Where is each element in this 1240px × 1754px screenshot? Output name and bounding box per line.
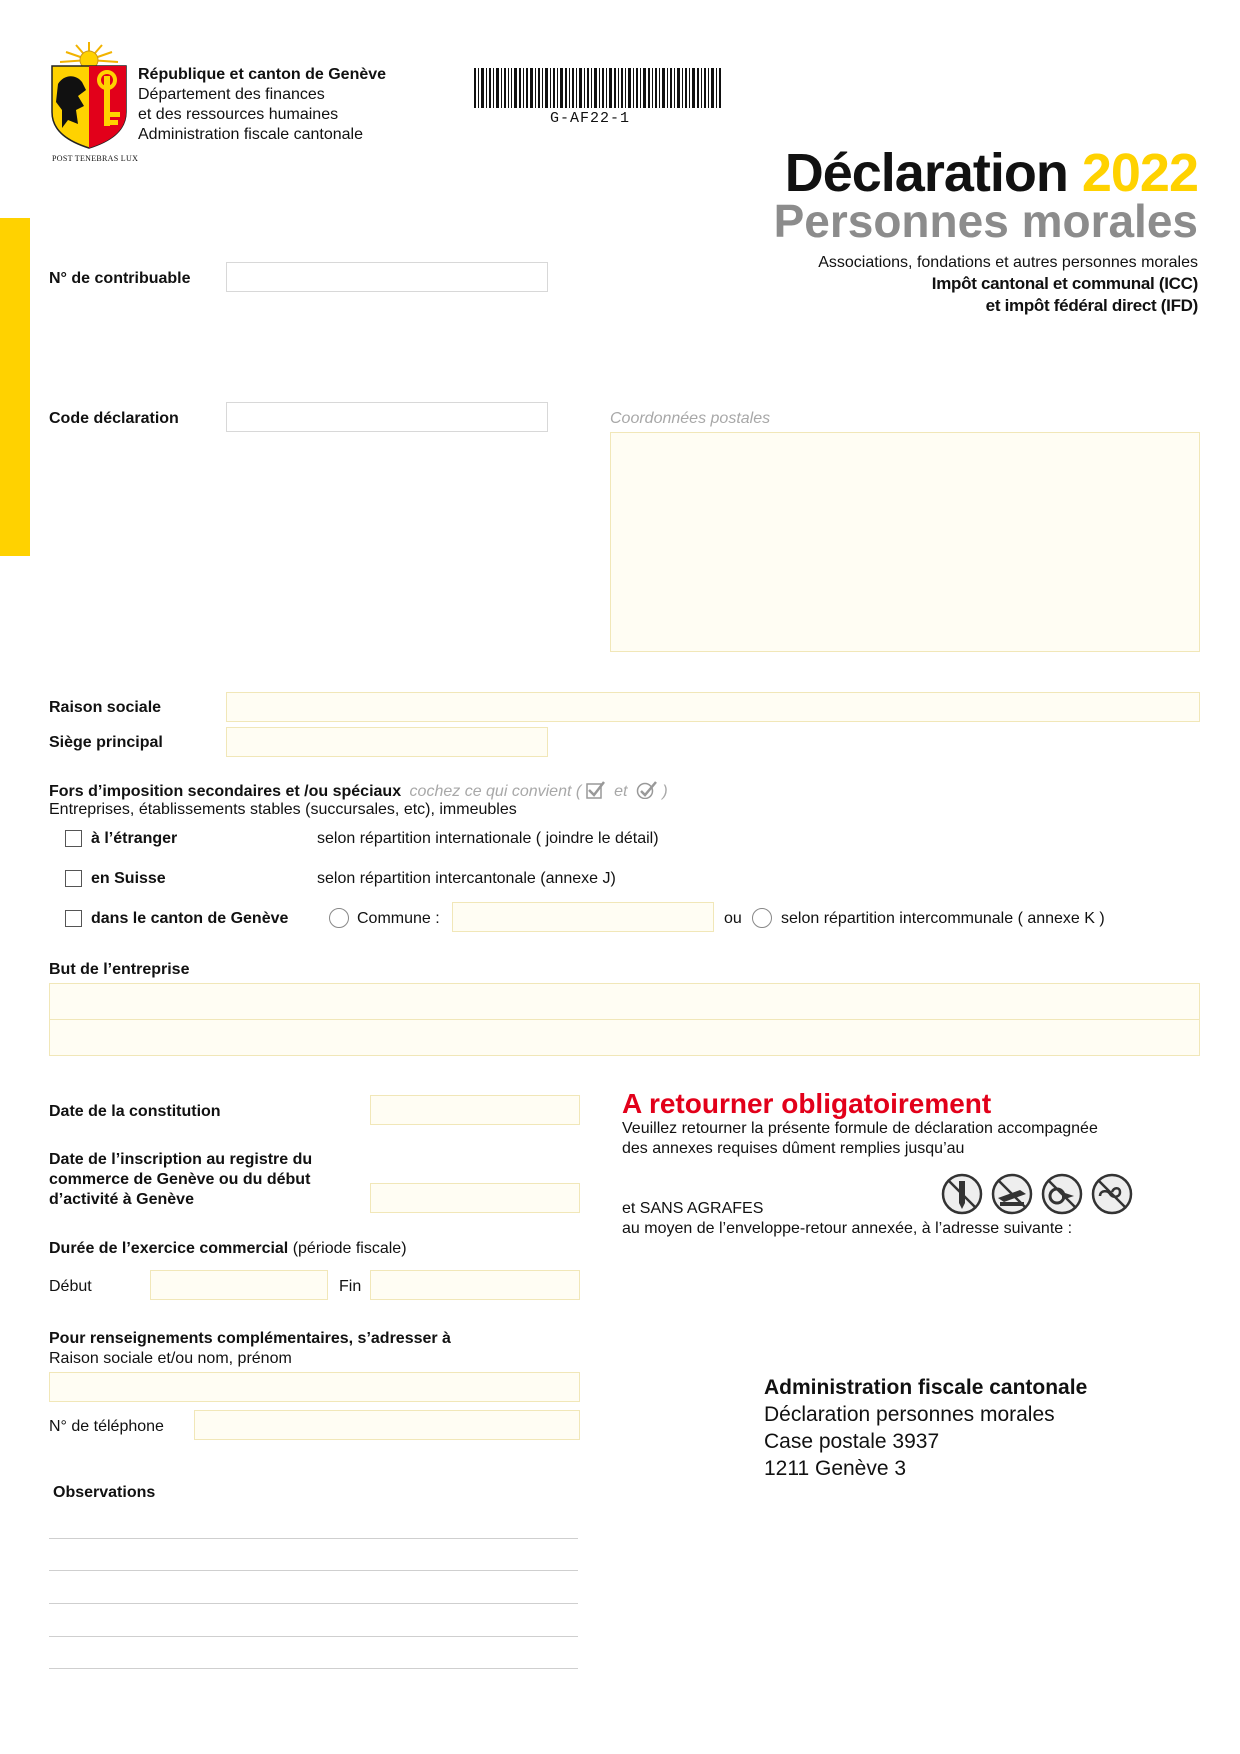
title-description: Associations, fondations et autres personnes morales	[818, 254, 1198, 271]
fors-hint-end: )	[662, 783, 668, 800]
page-subtitle: Personnes morales	[773, 195, 1198, 247]
title-year: 2022	[1081, 143, 1198, 203]
contact-title: Pour renseignements complémentaires, s’adresser à	[49, 1330, 451, 1347]
contact-subtitle: Raison sociale et/ou nom, prénom	[49, 1350, 292, 1367]
etranger-label: à l’étranger	[91, 830, 178, 847]
contribuable-field[interactable]	[226, 262, 548, 292]
return-line3: au moyen de l’enveloppe-retour annexée, à l’adresse suivante :	[622, 1220, 1073, 1237]
suisse-label: en Suisse	[91, 870, 166, 887]
intercommunale-radio[interactable]	[752, 908, 772, 928]
return-agrafes: et SANS AGRAFES	[622, 1200, 764, 1217]
etranger-desc: selon répartition internationale ( joindre le détail)	[317, 830, 659, 847]
address-line1: Administration fiscale cantonale	[764, 1376, 1088, 1399]
suisse-checkbox[interactable]	[65, 870, 82, 887]
inscription-label-3: d’activité à Genève	[49, 1191, 194, 1208]
address-line4: 1211 Genève 3	[764, 1457, 907, 1480]
checked-box-icon	[586, 781, 606, 804]
commune-radio[interactable]	[329, 908, 349, 928]
exercice-label-bold: Durée de l’exercice commercial	[49, 1240, 289, 1257]
no-stapler-icon	[990, 1172, 1034, 1221]
fors-hint-mid: et	[614, 783, 628, 800]
no-pin-icon	[940, 1172, 984, 1221]
barcode-text: G-AF22-1	[550, 110, 631, 127]
etranger-checkbox[interactable]	[65, 830, 82, 847]
or-text: ou	[724, 910, 742, 927]
title-word: Déclaration	[784, 143, 1068, 203]
constitution-label: Date de la constitution	[49, 1103, 221, 1120]
code-field[interactable]	[226, 402, 548, 432]
geneve-checkbox[interactable]	[65, 910, 82, 927]
org-name: République et canton de Genève	[138, 66, 387, 83]
observation-line[interactable]	[49, 1570, 578, 1571]
phone-field[interactable]	[194, 1410, 580, 1440]
coat-of-arms-logo	[48, 40, 130, 160]
tax-line-ifd: et impôt fédéral direct (IFD)	[985, 296, 1198, 315]
postal-address-field[interactable]	[610, 432, 1200, 652]
address-line3: Case postale 3937	[764, 1430, 940, 1453]
return-line1: Veuillez retourner la présente formule de déclaration accompagnée	[622, 1120, 1098, 1137]
org-department-line2: et des ressources humaines	[138, 106, 339, 123]
return-line2: des annexes requises dûment remplies jusqu’au	[622, 1140, 965, 1157]
siege-field[interactable]	[226, 727, 548, 757]
code-label: Code déclaration	[49, 410, 179, 427]
observations-label: Observations	[53, 1484, 156, 1501]
fors-subtitle: Entreprises, établissements stables (succursales, etc), immeubles	[49, 801, 517, 818]
debut-label: Début	[49, 1278, 92, 1295]
contact-name-field[interactable]	[49, 1372, 580, 1402]
observation-line[interactable]	[49, 1668, 578, 1669]
fin-field[interactable]	[370, 1270, 580, 1300]
but-field-line2[interactable]	[49, 1019, 1200, 1056]
but-field-line1[interactable]	[49, 983, 1200, 1020]
observation-line[interactable]	[49, 1603, 578, 1604]
checked-radio-icon	[636, 781, 658, 804]
suisse-desc: selon répartition intercantonale (annexe J)	[317, 870, 616, 887]
side-accent-bar	[0, 218, 30, 556]
geneve-label: dans le canton de Genève	[91, 910, 289, 927]
debut-field[interactable]	[150, 1270, 328, 1300]
barcode	[474, 68, 722, 108]
org-administration: Administration fiscale cantonale	[138, 126, 364, 143]
return-title: A retourner obligatoirement	[622, 1088, 992, 1119]
observation-line[interactable]	[49, 1636, 578, 1637]
postal-label: Coordonnées postales	[610, 410, 771, 427]
but-label: But de l’entreprise	[49, 961, 190, 978]
observation-line[interactable]	[49, 1538, 578, 1539]
page-title	[784, 143, 1198, 203]
inscription-field[interactable]	[370, 1183, 580, 1213]
exercice-label-normal: (période fiscale)	[292, 1240, 407, 1257]
org-department-line1: Département des finances	[138, 86, 325, 103]
commune-field[interactable]	[452, 902, 714, 932]
fors-title: Fors d’imposition secondaires et /ou spéciaux	[49, 783, 402, 800]
siege-label: Siège principal	[49, 734, 163, 751]
constitution-field[interactable]	[370, 1095, 580, 1125]
phone-label: N° de téléphone	[49, 1418, 164, 1435]
commune-label: Commune :	[357, 910, 440, 927]
raison-field[interactable]	[226, 692, 1200, 722]
motto-text: POST TENEBRAS LUX	[52, 154, 139, 163]
tax-line-icc: Impôt cantonal et communal (ICC)	[931, 274, 1198, 293]
no-clip-icon	[1090, 1172, 1134, 1221]
fin-label: Fin	[339, 1278, 362, 1295]
contribuable-label: N° de contribuable	[49, 270, 191, 287]
inscription-label-2: commerce de Genève ou du début	[49, 1171, 311, 1188]
intercommunale-label: selon répartition intercommunale ( annexe K )	[781, 910, 1105, 927]
address-line2: Déclaration personnes morales	[764, 1403, 1055, 1426]
exercice-label	[49, 1240, 407, 1258]
fors-hint-start: cochez ce qui convient (	[409, 783, 582, 800]
inscription-label-1: Date de l’inscription au registre du	[49, 1151, 313, 1168]
no-tape-icon	[1040, 1172, 1084, 1221]
raison-label: Raison sociale	[49, 699, 162, 716]
